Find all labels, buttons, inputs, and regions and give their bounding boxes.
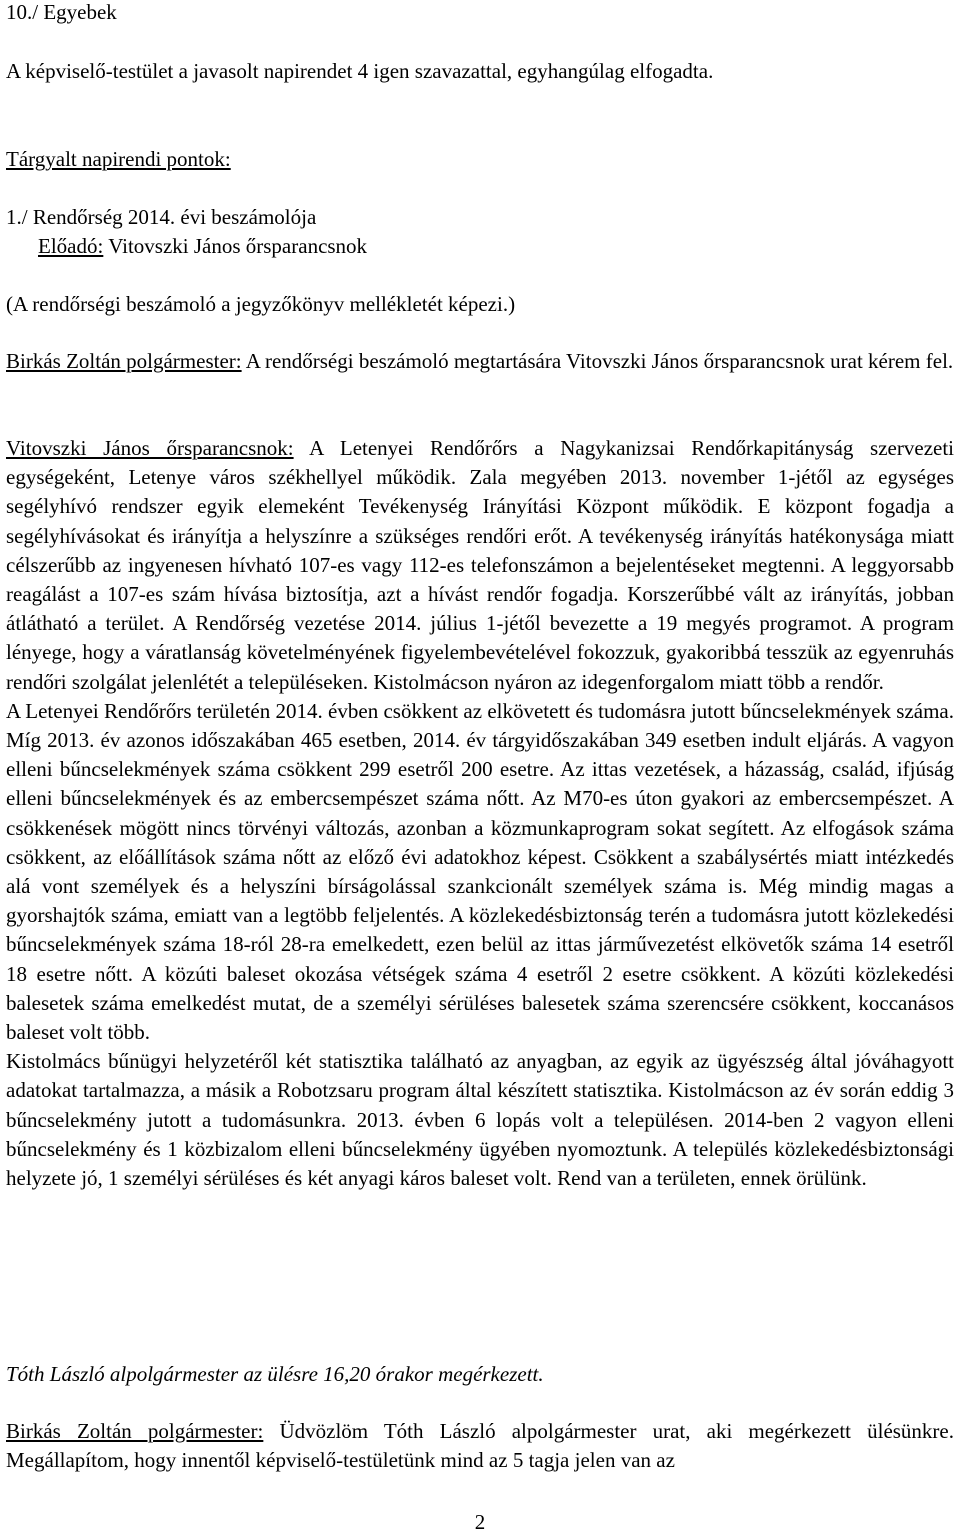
speech2-text: A Letenyei Rendőrőrs a Nagykanizsai Rendőrkapitányság szervezeti egységeként, Letenye város székhellyel működik. Zala megyében 2013. november 1-jétől az egységes segélyhívó rendszer egyik elemeként Tevékenység Irányítási Központ működik. E központ fogadja a segélyhívásokat és irányítja a helyszínre a szükséges rendőri erőt. A tevékenység irányítás hatékonysága miatt célszerűbb az ingyenesen hívható 107-es vagy 112-es telefonszámon a bejelentéseket megtenni. A leggyorsabb reagálást a 107-es szám hívása biztosítja, azt a hívást rendőr fogadja. Korszerűbbé vált az irányítás, jobban átlátható a terület. A Rendőrség vezetése 2014. július 1-jétől bevezette a 19 megyés programot. A program lényege, hogy a váratlanság követelményének figyelembevételével fokozzuk, gyakoribbá tesszük az egyenruhás rendőri szolgálat jelenlétét a településeken. Kistolmácson nyáron az idegenforgalom miatt több a rendőr. [6, 436, 954, 694]
speech3 [6, 1417, 954, 1475]
speech2-speaker: Vitovszki János őrsparancsnok: [6, 436, 294, 460]
speech2-para2: A Letenyei Rendőrőrs területén 2014. évben csökkent az elkövetett és tudomásra jutott bűncselekmények száma. Míg 2013. év azonos időszakában 465 esetben, 2014. év tárgyidőszakában 349 esetben indult eljárás. A vagyon elleni bűncselekmények száma csökkent 299 esetről 200 esetre. Az ittas vezetések, a házasság, család, ifjúság elleni bűncselekmények és az embercsempészet száma nőtt. Az M70-es úton gyakori az embercsempészet. A csökkenések mögött nincs törvényi változás, azonban a közmunkaprogram sokat segített. Az elfogások száma csökkent, az előállítások száma nőtt az előző évi adatokhoz képest. Csökkent a szabálysértés miatt intézkedés alá vont személyek és a helyszíni bírságolással szankcionált személyek száma is. Még mindig magas a gyorshajtók száma, emiatt van a legtöbb feljelentés. A közlekedésbiztonság terén a tudomásra jutott közlekedési bűncselekmények száma 18-ról 28-ra emelkedett, ezen belül az ittas járművezetést elkövetők száma 14 esetről 18 esetre nőtt. A közúti baleset okozása vétségek száma 4 esetről 2 esetre csökkent. A közúti közlekedési balesetek száma emelkedést mutat, de a személyi sérüléses balesetek száma szerencsére csökkent, koccanásos baleset volt több. [6, 698, 954, 1045]
section-title: 10./ Egyebek [6, 0, 117, 24]
speech2 [6, 434, 954, 1193]
presenter-name: Vitovszki János őrsparancsnok [103, 234, 368, 258]
speech3-text: Üdvözlöm Tóth László alpolgármester urat, aki megérkezett ülésünkre. Megállapítom, hogy innentől képviselő-testületünk mind az 5 tagja jelen van az [6, 1419, 954, 1473]
arrival-note: Tóth László alpolgármester az ülésre 16,20 órakor megérkezett. [6, 1362, 544, 1386]
speech1-speaker: Birkás Zoltán polgármester: [6, 349, 242, 373]
vote-sentence: A képviselő-testület a javasolt napirendet 4 igen szavazattal, egyhangúlag elfogadta. [6, 59, 714, 83]
item1-note: (A rendőrségi beszámoló a jegyzőkönyv mellékletét képezi.) [6, 292, 516, 316]
item1-title: 1./ Rendőrség 2014. évi beszámolója [6, 205, 317, 229]
item1-presenter-line [38, 232, 960, 261]
speech1 [6, 347, 954, 376]
speech3-speaker: Birkás Zoltán polgármester: [6, 1419, 264, 1443]
speech1-text: A rendőrségi beszámoló megtartására Vitovszki János őrsparancsnok urat kérem fel. [241, 349, 954, 373]
presenter-label: Előadó: [38, 234, 104, 258]
page-number: 2 [474, 1510, 486, 1534]
speech2-para3: Kistolmács bűnügyi helyzetéről két statisztika található az anyagban, az egyik az ügyészség által jóváhagyott adatokat tartalmazza, a másik a Robotzsaru program által készített statisztika. Kistolmácson az év során eddig 3 bűncselekmény jutott a tudomásunkra. 2013. évben 6 lopás volt a településen. 2014-ben 2 vagyon elleni bűncselekmény és 1 közbizalom elleni bűncselekmény ügyében nyomoztunk. A település közlekedésbiztonsági helyzete jó, 1 személyi sérüléses és két anyagi káros baleset volt. Rend van a területen, ennek örülünk. [6, 1049, 954, 1191]
agenda-heading: Tárgyalt napirendi pontok: [6, 147, 231, 171]
